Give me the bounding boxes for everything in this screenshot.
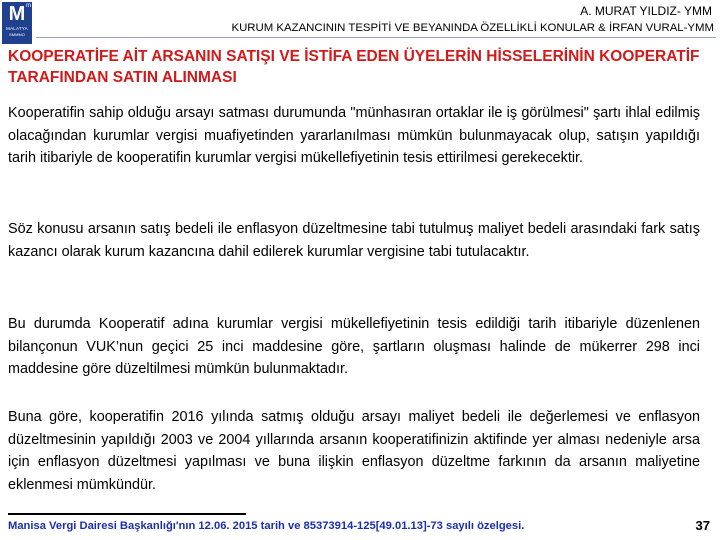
header-divider: [36, 37, 716, 38]
header-author: A. MURAT YILDIZ- YMM: [580, 4, 712, 18]
paragraph-3: Bu durumda Kooperatif adına kurumlar vergisi mükellefiyetinin tesis edildiği tarih itibariyle düzenlenen bilançonun VUK’nun geçici 25 inci maddesine göre, şartların oluşması halinde de mükerrer 298 inci maddesine göre düzeltilmesi mümkün bulunmaktadır.: [8, 316, 700, 377]
page-number: 37: [695, 518, 710, 533]
footnote-divider: [8, 513, 246, 515]
logo-superscript: m: [26, 3, 31, 9]
header-title: KURUM KAZANCININ TESPİTİ VE BEYANINDA ÖZELLİKLİ KONULAR & İRFAN VURAL-YMM: [231, 22, 714, 34]
logo-city: MALATYA: [6, 26, 28, 31]
smmmo-logo: [2, 2, 32, 44]
logo-sub: SMMMO: [9, 32, 25, 37]
section-heading: KOOPERATİFE AİT ARSANIN SATIŞI VE İSTİFA EDEN ÜYELERİN HİSSELERİNİN KOOPERATİF TARAFINDAN SATIN ALINMASI: [8, 48, 700, 86]
logo-mark: M: [8, 3, 26, 25]
footnote: Manisa Vergi Dairesi Başkanlığı'nın 12.06. 2015 tarih ve 85373914-125[49.01.13]-73 sayılı özelgesi.: [8, 520, 525, 532]
paragraph-2: Söz konusu arsanın satış bedeli ile enflasyon düzeltmesine tabi tutulmuş maliyet bedeli arasındaki fark satış kazancı olarak kurum kazancına dahil edilerek kurumlar vergisine tabi tutulacaktır.: [8, 221, 700, 260]
paragraph-1: Kooperatifin sahip olduğu arsayı satması durumunda "münhasıran ortaklar ile iş görülmesi" şartı ihlal edilmiş olacağından kurumlar vergisi muafiyetinden yararlanılması mümkün bulunmayacak olup, satışın yapıldığı tarih itibariyle de kooperatifin kurumlar vergisi mükellefiyetinin tesis ettirilmesi gerekecektir.: [8, 105, 700, 166]
paragraph-4: Buna göre, kooperatifin 2016 yılında satmış olduğu arsayı maliyet bedeli ile değerlemesi ve enflasyon düzeltmesinin yapıldığı 2003 ve 2004 yıllarında arsanın kooperatifinizin aktifinde yer alması nedeniyle arsa için enflasyon düzeltmesi yapılması ve buna ilişkin enflasyon düzeltme farkının da arsanın maliyetine eklenmesi mümkündür.: [8, 409, 700, 493]
